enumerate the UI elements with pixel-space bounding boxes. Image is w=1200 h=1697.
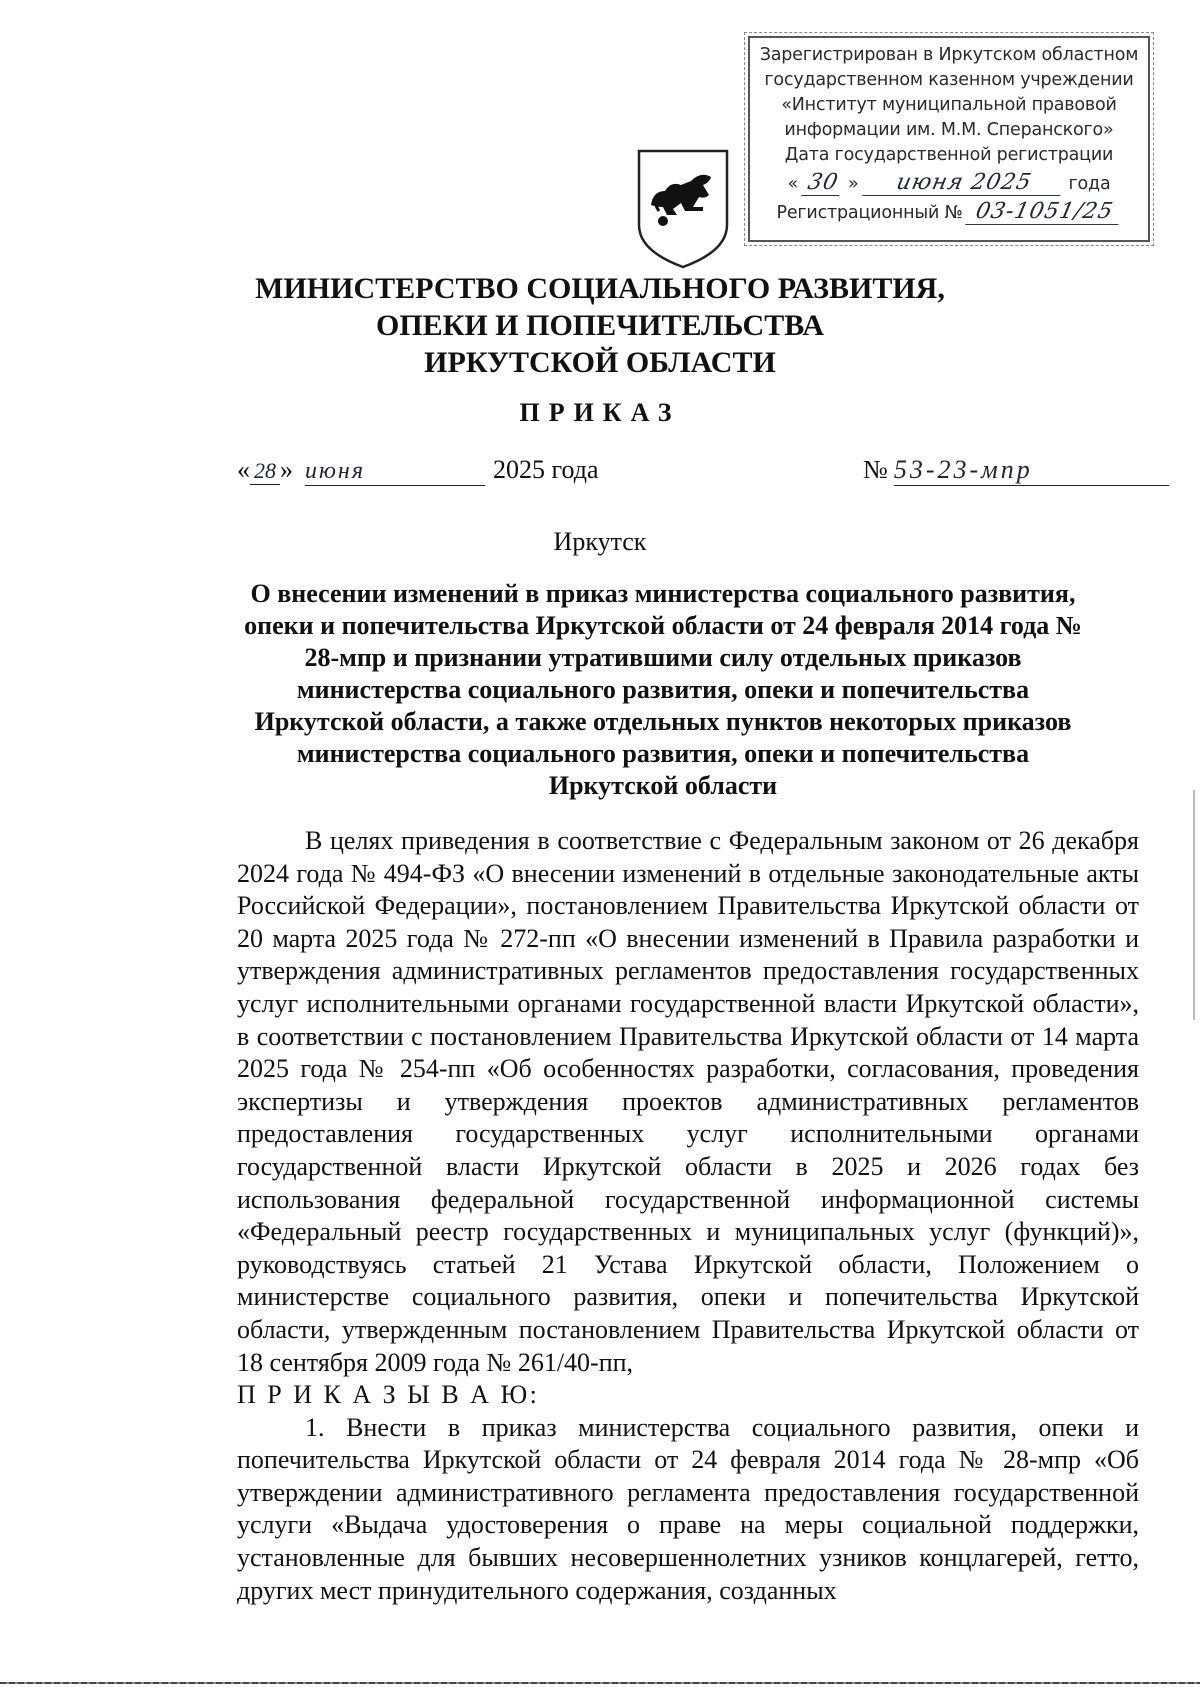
stamp-date-open: «	[787, 174, 799, 194]
date-month: июня	[305, 458, 485, 486]
document-body	[237, 825, 1139, 1607]
order-number	[863, 455, 1169, 486]
stamp-line-4: информации им. М.М. Сперанского»	[784, 120, 1114, 140]
stamp-date-mid: »	[848, 174, 859, 194]
stamp-reg-label: Регистрационный №	[776, 203, 963, 223]
stamp-line-1: Зарегистрирован в Иркутском областном	[759, 45, 1139, 65]
preamble-paragraph: В целях приведения в соответствие с Федеральным законом от 26 декабря 2024 года № 494-ФЗ «О внесении изменений в отдельные законодательные акты Российской Федерации», постановлением Правительства Иркутской области от 20 марта 2025 года № 272-пп «О внесении изменений в Правила разработки и утверждения административных регламентов предоставления государственных услуг исполнительными органами государственной власти Иркутской области», в соответствии с постановлением Правительства Иркутской области от 14 марта 2025 года № 254-пп «Об особенностях разработки, согласования, проведения экспертизы и утверждения проектов административных регламентов предоставления государственных услуг исполнительными органами государственной власти Иркутской области в 2025 и 2026 годах без использования федеральной государственной информационной системы «Федеральный реестр государственных и муниципальных услуг (функций)», руководствуясь статьей 21 Устава Иркутской области, Положением о министерстве социального развития, опеки и попечительства Иркутской области, утвержденным постановлением Правительства Иркутской области от 18 сентября 2009 года № 261/40-пп,	[237, 826, 1139, 1377]
stamp-registration-number	[750, 199, 1148, 226]
stamp-line-5: Дата государственной регистрации	[784, 145, 1114, 165]
stamp-line-3: «Институт муниципальной правовой	[781, 95, 1117, 115]
order-date	[237, 455, 599, 486]
ministry-line-2: ОПЕКИ И ПОПЕЧИТЕЛЬСТВА	[376, 309, 824, 342]
stamp-line-2: государственном казенном учреждении	[764, 70, 1134, 90]
coat-of-arms-icon	[633, 147, 733, 271]
order-command: П Р И К А З Ы В А Ю:	[237, 1380, 540, 1410]
city: Иркутск	[553, 527, 647, 556]
stamp-date-suffix: года	[1068, 174, 1111, 194]
ministry-line-3: ИРКУТСКОЙ ОБЛАСТИ	[424, 346, 776, 379]
date-day: 28	[250, 458, 280, 485]
document-title: О внесении изменений в приказ министерства социального развития, опеки и попечительства Иркутской области от 24 февраля 2014 года № 28-мпр и признании утратившими силу отдельных приказов министерства социального развития, опеки и попечительства Иркутской области, а также отдельных пунктов некоторых приказов министерства социального развития, опеки и попечительства Иркутской области	[244, 579, 1082, 800]
stamp-registration-date	[750, 170, 1148, 197]
page-bottom-edge	[0, 1682, 1200, 1684]
document-type: ПРИКАЗ	[519, 398, 681, 427]
ministry-line-1: МИНИСТЕРСТВО СОЦИАЛЬНОГО РАЗВИТИЯ,	[255, 272, 945, 305]
order-number-value: 53-23-мпр	[894, 455, 1169, 486]
date-year: 2025 года	[493, 455, 599, 484]
order-number-label: №	[863, 455, 888, 484]
registration-stamp	[748, 36, 1150, 242]
date-close-quote: »	[280, 455, 293, 484]
date-open-quote: «	[237, 455, 250, 484]
stamp-date-month-year: июня 2025	[862, 170, 1066, 196]
ministry-name	[0, 270, 1200, 381]
scan-edge-mark	[1193, 790, 1195, 1020]
item-1-paragraph: 1. Внести в приказ министерства социального развития, опеки и попечительства Иркутской области от 24 февраля 2014 года № 28-мпр «Об утверждении административного регламента предоставления государственной услуги «Выдача удостоверения о праве на меры социальной поддержки, установленные для бывших несовершеннолетних узников концлагерей, гетто, других мест принудительного содержания, созданных	[237, 1412, 1139, 1605]
stamp-reg-number: 03-1051/25	[966, 199, 1125, 225]
stamp-date-day: 30	[801, 170, 845, 196]
